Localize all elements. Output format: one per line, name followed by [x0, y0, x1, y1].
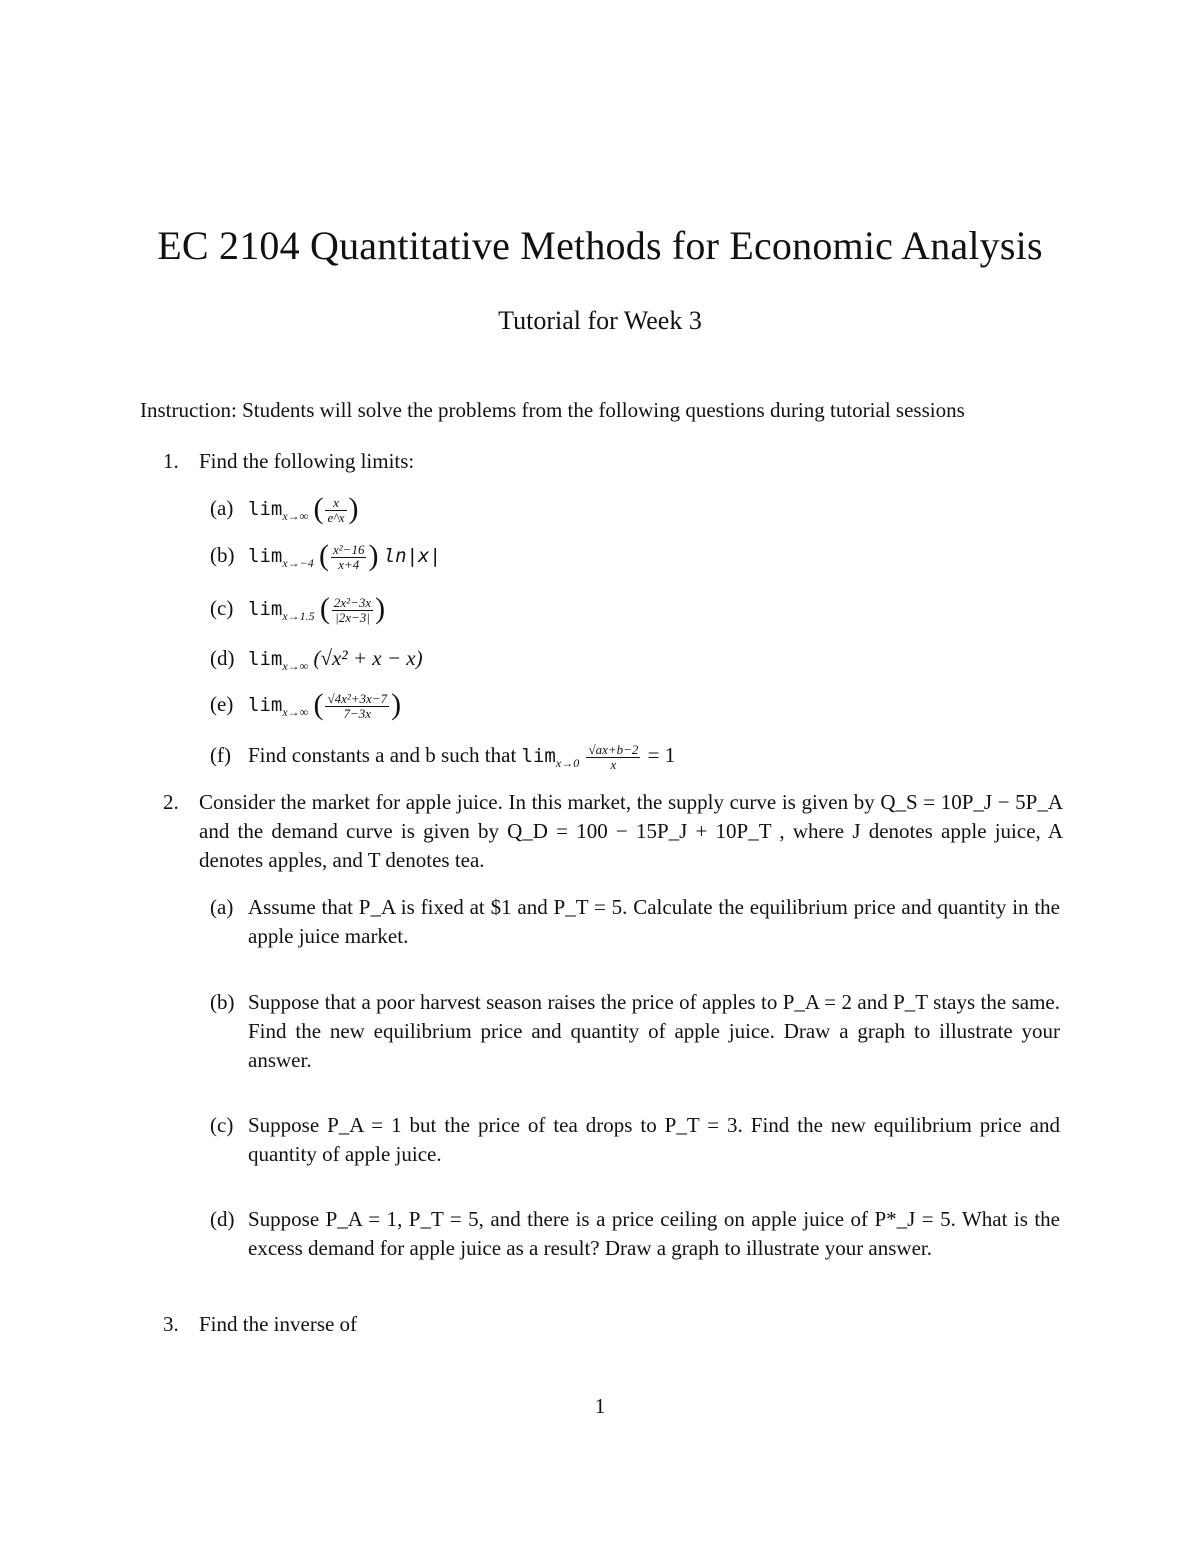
item-text: Suppose that a poor harvest season raises the price of apples to P_A = 2 and P_T stays the same. Find the new equilibrium price and quantity of apple juice. Draw a graph to illustrate your answer.	[248, 990, 1060, 1072]
item-label: (e)	[210, 692, 234, 716]
lim-subscript: x→−4	[282, 556, 314, 570]
equals-one: = 1	[647, 743, 676, 767]
item-text: Assume that P_A is fixed at $1 and P_T = 5. Calculate the equilibrium price and quantity in the apple juice market.	[248, 895, 1060, 948]
fraction	[332, 596, 373, 625]
lim-operator: lim	[248, 648, 283, 670]
left-paren: (	[313, 687, 324, 721]
lim-operator: lim	[248, 598, 283, 620]
page-number: 1	[594, 1394, 606, 1418]
question-number: 2.	[163, 790, 179, 814]
right-paren: )	[375, 591, 386, 625]
denominator: e^x	[327, 509, 345, 525]
lim-operator: lim	[248, 498, 283, 520]
numerator: √4x²+3x−7	[327, 690, 388, 706]
item-label: (b)	[210, 543, 235, 567]
numerator: 2x²−3x	[333, 594, 372, 610]
item-text: Suppose P_A = 1, P_T = 5, and there is a price ceiling on apple juice of P*_J = 5. What is the excess demand for apple juice as a result? Draw a graph to illustrate your answer.	[248, 1207, 1060, 1260]
question-number: 3.	[163, 1312, 179, 1336]
right-paren: )	[348, 491, 359, 525]
item-text: Find constants a and b such that	[248, 743, 517, 767]
lim-subscript: x→∞	[282, 509, 309, 523]
fraction	[331, 543, 366, 572]
limit-expression: (√x² + x − x)	[313, 646, 423, 670]
numerator: x²−16	[333, 541, 365, 557]
right-paren: )	[368, 538, 379, 572]
item-label: (a)	[210, 496, 234, 520]
item-text: Suppose P_A = 1 but the price of tea drops to P_T = 3. Find the new equilibrium price and quantity of apple juice.	[248, 1113, 1060, 1166]
lim-operator: lim	[521, 745, 556, 767]
item-label: (c)	[210, 596, 234, 620]
right-paren: )	[391, 687, 402, 721]
item-label: (d)	[210, 1207, 235, 1231]
left-paren: (	[319, 538, 330, 572]
numerator: x	[325, 496, 346, 511]
lim-subscript: x→1.5	[282, 609, 315, 623]
denominator: 7−3x	[343, 705, 372, 721]
fraction	[586, 743, 640, 772]
lim-subscript: x→∞	[282, 705, 309, 719]
denominator: |2x−3|	[335, 609, 370, 625]
item-label: (b)	[210, 990, 235, 1014]
denominator: x+4	[338, 556, 360, 572]
question-text: Find the following limits:	[199, 449, 415, 473]
page-subtitle: Tutorial for Week 3	[498, 306, 702, 335]
fraction	[325, 496, 346, 525]
numerator: √ax+b−2	[588, 741, 639, 757]
item-label: (c)	[210, 1113, 234, 1137]
instruction-text: Instruction: Students will solve the problems from the following questions during tutorial sessions	[140, 398, 965, 422]
page-title: EC 2104 Quantitative Methods for Economic Analysis	[157, 223, 1043, 268]
item-label: (a)	[210, 895, 234, 919]
lim-operator: lim	[248, 694, 283, 716]
denominator: x	[610, 756, 617, 772]
lim-operator: lim	[248, 545, 283, 567]
lim-subscript: x→0	[555, 756, 580, 770]
question-number: 1.	[163, 449, 179, 473]
question-text: Consider the market for apple juice. In this market, the supply curve is given by Q_S = 10P_J − 5P_A and the demand curve is given by Q_D = 100 − 15P_J + 10P_T , where J denotes apple juice, A denotes apples, and T denotes tea.	[199, 790, 1063, 872]
fraction	[325, 692, 389, 721]
item-label: (f)	[210, 743, 231, 767]
left-paren: (	[319, 591, 330, 625]
item-label: (d)	[210, 646, 235, 670]
left-paren: (	[313, 491, 324, 525]
lim-subscript: x→∞	[282, 659, 309, 673]
ln-term: ln|x|	[383, 545, 441, 567]
question-text: Find the inverse of	[199, 1312, 358, 1336]
